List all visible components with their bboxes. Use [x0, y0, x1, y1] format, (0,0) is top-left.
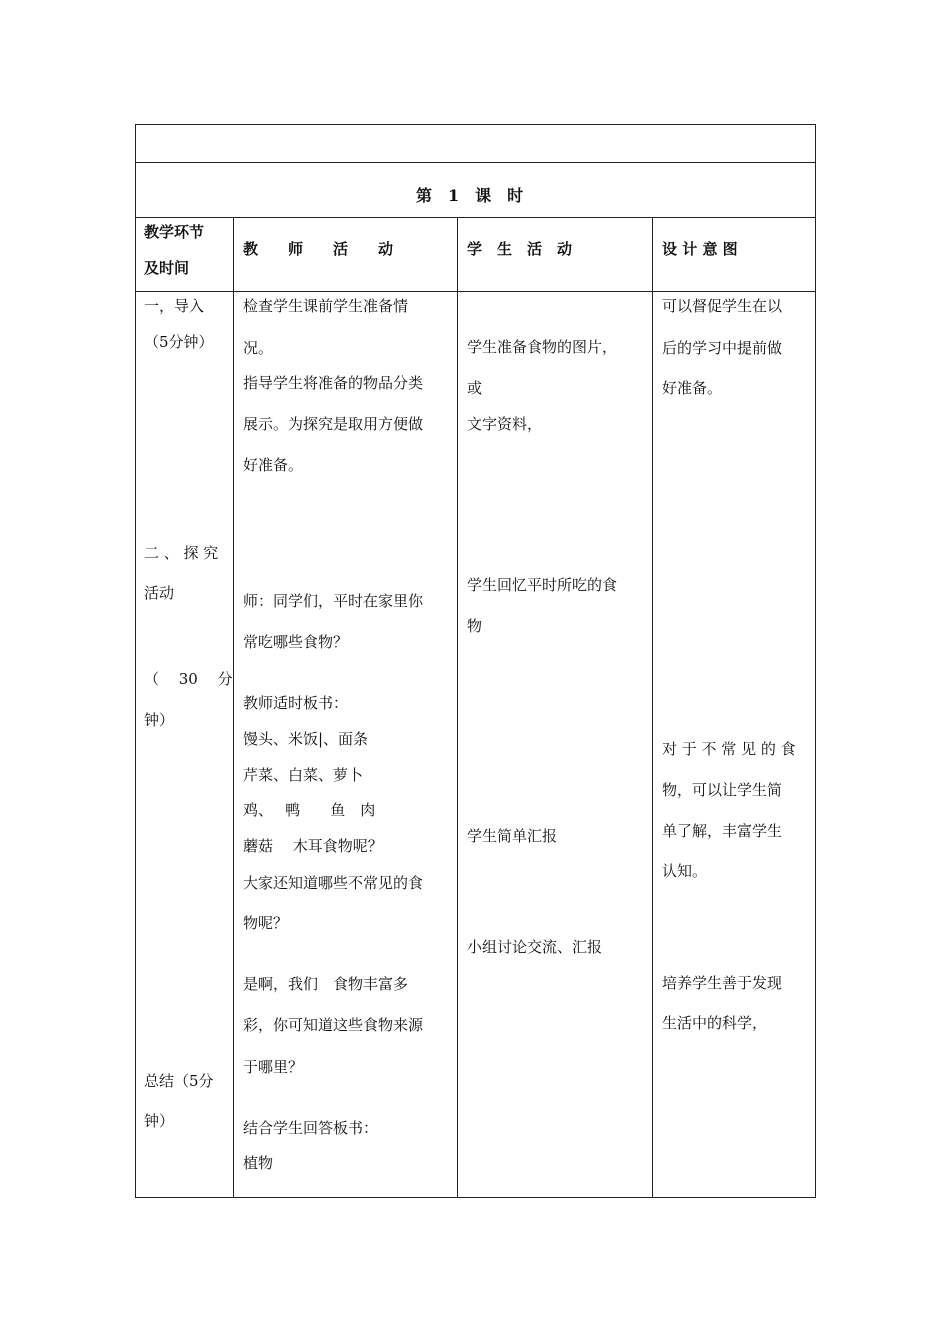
- student-activity-line: 物: [467, 617, 483, 635]
- stage-text: 活动: [144, 584, 175, 602]
- teacher-activity-line: 好准备。: [243, 456, 304, 474]
- design-intent-line: 生活中的科学，: [662, 1014, 768, 1032]
- design-intent-line: 单了解，丰富学生: [662, 822, 783, 840]
- header-stage-line2: 及时间: [144, 259, 190, 277]
- student-activity-line: 小组讨论交流、汇报: [467, 938, 603, 956]
- design-intent-line: 物，可以让学生简: [662, 781, 783, 799]
- stage-text: 二 、 探 究: [144, 544, 219, 562]
- teacher-activity-line: 况。: [243, 339, 274, 357]
- stage-text: 钟）: [144, 1112, 175, 1130]
- teacher-activity-line: 指导学生将准备的物品分类: [243, 374, 424, 392]
- header-teacher-activity: 教 师 活 动: [243, 240, 394, 258]
- teacher-activity-line: 于哪里？: [243, 1058, 304, 1076]
- row-divider-top: [135, 162, 816, 163]
- header-design-intent: 设 计 意 图: [662, 240, 738, 258]
- student-activity-line: 文字资料，: [467, 415, 543, 433]
- student-activity-line: 学生简单汇报: [467, 827, 558, 845]
- teacher-activity-line: 馒头、米饭|、面条: [243, 730, 369, 748]
- row-divider-header: [135, 291, 816, 292]
- teacher-activity-line: 展示。为探究是取用方便做: [243, 415, 424, 433]
- stage-text: 一，导入: [144, 297, 205, 315]
- header-stage-line1: 教学环节: [144, 223, 205, 241]
- col-divider-2: [457, 217, 458, 1198]
- col-divider-3: [652, 217, 653, 1198]
- lesson-table: [135, 124, 816, 1198]
- student-activity-line: 学生准备食物的图片，: [467, 338, 618, 356]
- teacher-activity-line: 芹菜、白菜、萝卜: [243, 766, 364, 784]
- teacher-activity-line: 教师适时板书：: [243, 694, 349, 712]
- stage-text: （5分钟）: [144, 333, 214, 351]
- teacher-activity-line: 蘑菇 木耳食物呢？: [243, 837, 383, 855]
- design-intent-line: 培养学生善于发现: [662, 974, 783, 992]
- design-intent-line: 好准备。: [662, 379, 723, 397]
- stage-text: （ 30 分: [144, 670, 233, 688]
- header-student-activity: 学 生 活 动: [467, 240, 573, 258]
- student-activity-line: 学生回忆平时所吃的食: [467, 576, 618, 594]
- teacher-activity-line: 物呢？: [243, 914, 289, 932]
- teacher-activity-line: 鸡、 鸭 鱼 肉: [243, 801, 376, 819]
- design-intent-line: 可以督促学生在以: [662, 297, 783, 315]
- teacher-activity-line: 常吃哪些食物？: [243, 633, 349, 651]
- row-divider-title: [135, 217, 816, 218]
- stage-text: 总结（5分: [144, 1072, 214, 1090]
- teacher-activity-line: 彩，你可知道这些食物来源: [243, 1016, 424, 1034]
- stage-text: 钟）: [144, 711, 175, 729]
- design-intent-line: 认知。: [662, 862, 708, 880]
- teacher-activity-line: 大家还知道哪些不常见的食: [243, 874, 424, 892]
- teacher-activity-line: 检查学生课前学生准备情: [243, 297, 409, 315]
- design-intent-line: 对 于 不 常 见 的 食: [662, 740, 796, 758]
- teacher-activity-line: 植物: [243, 1154, 274, 1172]
- teacher-activity-line: 结合学生回答板书：: [243, 1119, 379, 1137]
- teacher-activity-line: 是啊，我们 食物丰富多: [243, 975, 409, 993]
- col-divider-1: [233, 217, 234, 1198]
- teacher-activity-line: 师：同学们，平时在家里你: [243, 592, 424, 610]
- student-activity-line: 或: [467, 379, 483, 397]
- lesson-title: 第 1 课 时: [416, 186, 524, 205]
- design-intent-line: 后的学习中提前做: [662, 339, 783, 357]
